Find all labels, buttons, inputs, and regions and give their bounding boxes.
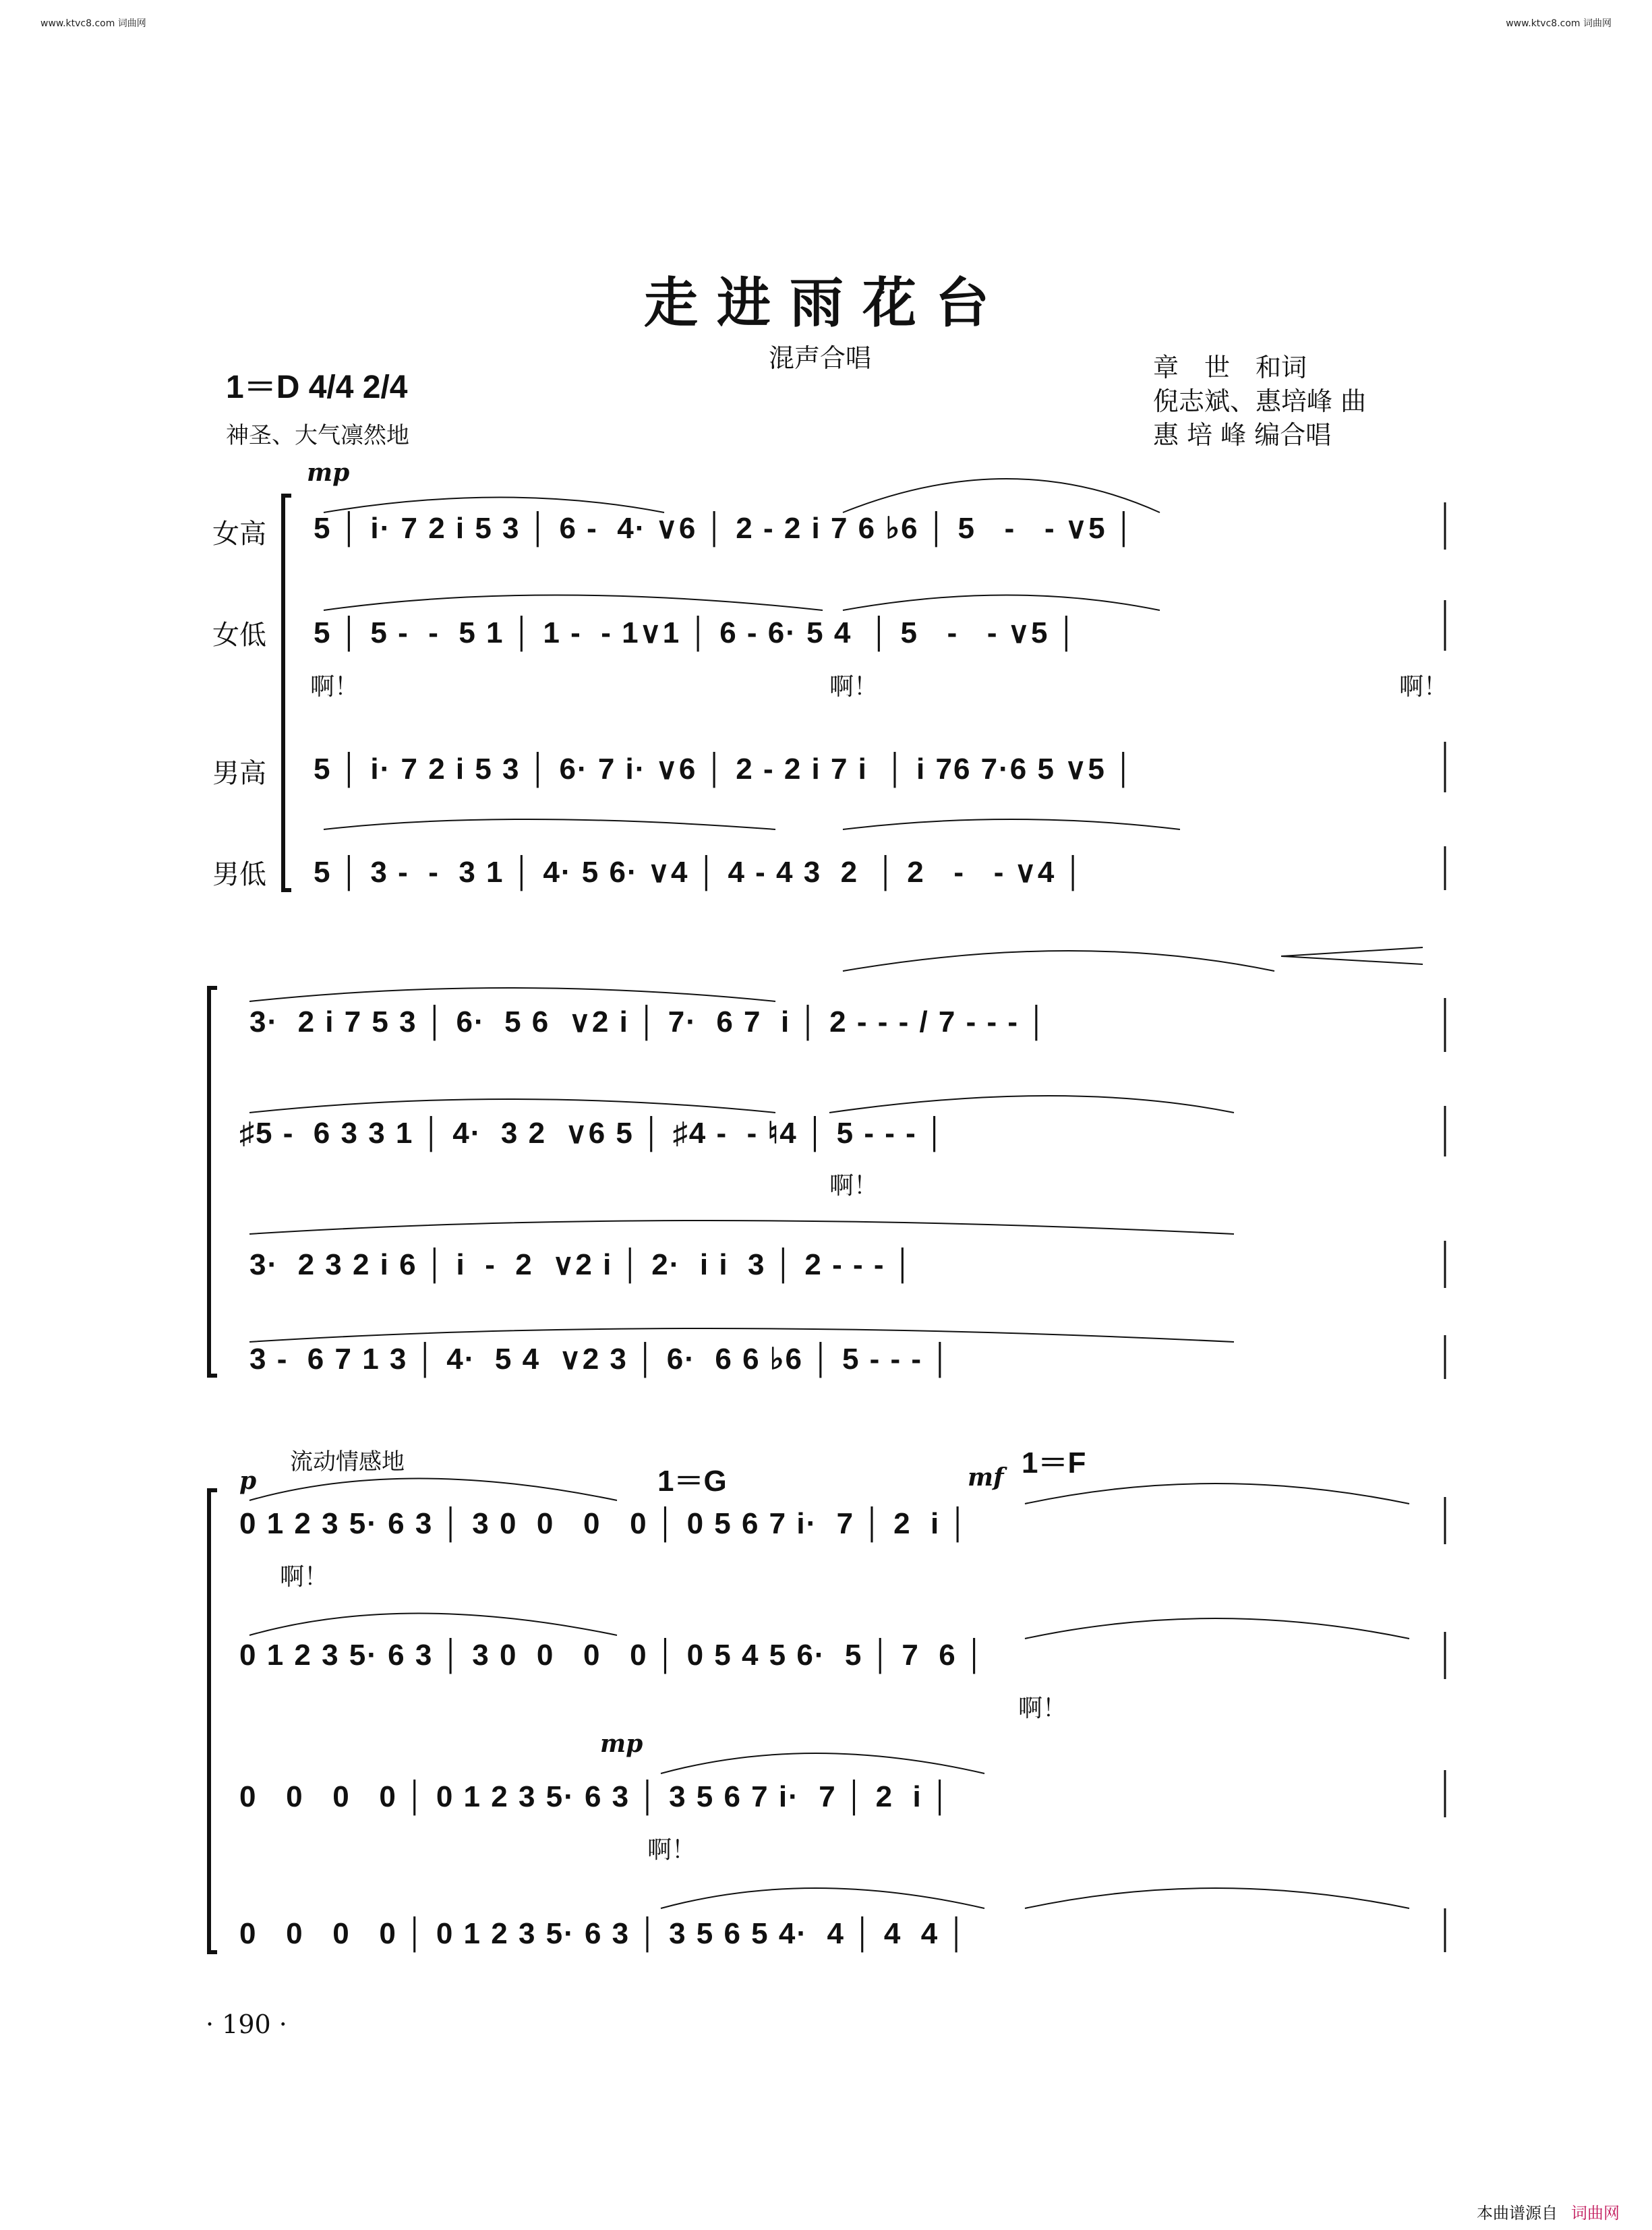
s3-lyric-2: 啊！ [1018, 1695, 1067, 1722]
page-number: · 190 · [206, 2009, 287, 2039]
tempo-mark: 神圣、大气凛然地 [226, 422, 409, 449]
part-label-bass: 男低 [212, 859, 266, 890]
dynamic-mp: mp [307, 459, 350, 487]
s1-lyric-1: 啊！ [310, 673, 359, 701]
site-label-right: www.ktvc8.com 词曲网 [1506, 18, 1612, 29]
site-label-left: www.ktvc8.com 词曲网 [40, 18, 146, 29]
dynamic-mp-2: mp [600, 1730, 643, 1758]
s1-lyric-3: 啊！ [1399, 673, 1448, 701]
s3-soprano-row: 0 1 2 3 5· 6 3 │ 3 0 0 0 0 │ 0 5 6 7 i· 7 │ 2 i │ [239, 1507, 970, 1540]
s3-lyric-1: 啊！ [280, 1563, 329, 1591]
key-change-f: 1＝F [1022, 1446, 1086, 1479]
s3-bass-row: 0 0 0 0 │ 0 1 2 3 5· 6 3 │ 3 5 6 5 4· 4 │ 4 4 │ [239, 1917, 968, 1950]
composer: 倪志斌、惠培峰 曲 [1153, 386, 1367, 416]
key-signature: 1＝D 4/4 2/4 [226, 370, 408, 405]
s1-tenor-row: 5 │ i· 7 2 i 5 3 │ 6· 7 i· ∨6 │ 2 - 2 i 7 i │ i 76 7·6 5 ∨5 │ [314, 753, 1135, 786]
s1-alto-row: 5 │ 5 - - 5 1 │ 1 - - 1∨1 │ 6 - 6· 5 4 │ 5 - - ∨5 │ [314, 616, 1079, 649]
key-change-g: 1＝G [657, 1465, 727, 1498]
arranger: 惠 培 峰 编合唱 [1153, 420, 1332, 450]
s1-lyric-2: 啊！ [829, 673, 879, 701]
s2-lyric: 啊！ [829, 1172, 879, 1200]
s2-tenor-row: 3· 2 3 2 i 6 │ i - 2 ∨2 i │ 2· i i 3 │ 2 - - - │ [249, 1248, 915, 1281]
s2-bass-row: 3 - 6 7 1 3 │ 4· 5 4 ∨2 3 │ 6· 6 6 ♭6 │ 5 - - - │ [249, 1343, 952, 1376]
dynamic-p: p [239, 1467, 257, 1495]
dynamic-mf: mf [968, 1463, 1004, 1492]
footer-brand[interactable]: 词曲网 [1571, 2204, 1620, 2223]
lyricist: 章 世 和词 [1153, 353, 1307, 382]
s3-alto-row: 0 1 2 3 5· 6 3 │ 3 0 0 0 0 │ 0 5 4 5 6· 5 │ 7 6 │ [239, 1639, 986, 1672]
s1-soprano-row: 5 │ i· 7 2 i 5 3 │ 6 - 4· ∨6 │ 2 - 2 i 7 6 ♭6 │ 5 - - ∨5 │ [314, 512, 1136, 545]
part-label-alto: 女低 [212, 620, 266, 651]
subtitle: 混声合唱 [769, 343, 872, 373]
s1-bass-row: 5 │ 3 - - 3 1 │ 4· 5 6· ∨4 │ 4 - 4 3 2 │ 2 - - ∨4 │ [314, 856, 1086, 889]
song-title: 走进雨花台 [644, 271, 1008, 334]
footer-source: 本曲谱源自 [1477, 2204, 1558, 2223]
s3-lyric-3: 啊！ [647, 1836, 697, 1864]
part-label-tenor: 男高 [212, 758, 266, 789]
part-label-soprano: 女高 [212, 519, 266, 550]
s3-tenor-row: 0 0 0 0 │ 0 1 2 3 5· 6 3 │ 3 5 6 7 i· 7 │ 2 i │ [239, 1780, 952, 1813]
tempo-mark-2: 流动情感地 [290, 1448, 405, 1475]
s2-soprano-row: 3· 2 i 7 5 3 │ 6· 5 6 ∨2 i │ 7· 6 7 i │ 2 - - - / 7 - - - │ [249, 1005, 1049, 1038]
s2-alto-row: ♯5 - 6 3 3 1 │ 4· 3 2 ∨6 5 │ ♯4 - - ♮4 │ 5 - - - │ [239, 1117, 947, 1150]
